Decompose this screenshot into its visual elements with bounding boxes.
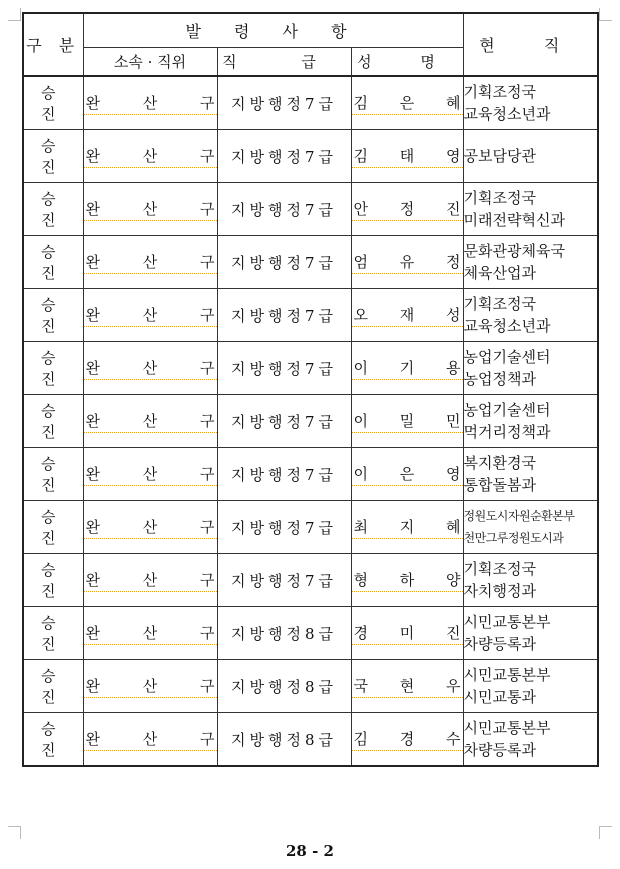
row-rank: 지방행정7급 xyxy=(217,183,351,236)
current-position-line: 먹거리정책과 xyxy=(463,423,551,441)
name-char: 진 xyxy=(446,199,461,218)
name-char: 우 xyxy=(446,676,461,695)
row-current-position xyxy=(463,501,598,554)
affiliation-char: 완 xyxy=(85,570,100,589)
table-row xyxy=(23,130,598,183)
row-name xyxy=(351,607,463,660)
header-affiliation: 소속 · 직위 xyxy=(83,48,217,77)
row-category: 승 진 xyxy=(23,660,83,713)
row-rank: 지방행정8급 xyxy=(217,713,351,767)
current-position-line: 체육산업과 xyxy=(463,264,536,282)
row-affiliation xyxy=(83,554,217,607)
row-affiliation xyxy=(83,713,217,767)
row-affiliation xyxy=(83,130,217,183)
row-name xyxy=(351,554,463,607)
affiliation-char: 구 xyxy=(200,676,215,695)
crop-mark-bottom-right xyxy=(599,826,612,839)
affiliation-char: 구 xyxy=(200,252,215,271)
affiliation-char: 구 xyxy=(200,199,215,218)
affiliation-char: 구 xyxy=(200,517,215,536)
affiliation-char: 산 xyxy=(142,358,158,377)
table-row xyxy=(23,289,598,342)
row-current-position xyxy=(463,713,598,767)
table-row xyxy=(23,607,598,660)
appointment-table xyxy=(22,12,599,767)
row-rank: 지방행정8급 xyxy=(217,660,351,713)
current-position-line: 미래전략혁신과 xyxy=(463,211,565,229)
current-position-line: 기획조정국 xyxy=(463,83,536,101)
current-position-line: 차량등록과 xyxy=(463,741,536,759)
row-category: 승 진 xyxy=(23,236,83,289)
current-position-line: 농업정책과 xyxy=(463,370,536,388)
affiliation-char: 산 xyxy=(142,305,158,324)
affiliation-char: 산 xyxy=(142,411,158,430)
affiliation-char: 구 xyxy=(200,305,215,324)
row-category: 승 진 xyxy=(23,183,83,236)
name-char: 미 xyxy=(399,623,415,642)
affiliation-char: 산 xyxy=(142,199,158,218)
row-rank: 지방행정7급 xyxy=(217,501,351,554)
row-current-position xyxy=(463,607,598,660)
affiliation-char: 산 xyxy=(142,623,158,642)
table-row xyxy=(23,713,598,767)
current-position-line: 복지환경국 xyxy=(463,454,536,472)
current-position-line: 자치행정과 xyxy=(463,582,536,600)
current-position-line: 정원도시자원순환본부 xyxy=(463,509,575,523)
row-affiliation xyxy=(83,76,217,130)
row-rank: 지방행정8급 xyxy=(217,607,351,660)
row-current-position xyxy=(463,289,598,342)
affiliation-char: 완 xyxy=(85,729,100,748)
row-current-position xyxy=(463,236,598,289)
row-affiliation xyxy=(83,660,217,713)
header-name: 성 명 xyxy=(351,48,463,77)
affiliation-char: 산 xyxy=(142,729,158,748)
name-char: 민 xyxy=(446,411,461,430)
crop-mark-bottom-left xyxy=(8,826,21,839)
affiliation-char: 완 xyxy=(85,146,100,165)
row-name xyxy=(351,395,463,448)
row-rank: 지방행정7급 xyxy=(217,236,351,289)
row-current-position xyxy=(463,130,598,183)
name-char: 진 xyxy=(446,623,461,642)
row-name xyxy=(351,76,463,130)
affiliation-char: 산 xyxy=(142,517,158,536)
name-char: 영 xyxy=(446,146,461,165)
name-char: 수 xyxy=(446,729,461,748)
table-row xyxy=(23,342,598,395)
affiliation-char: 구 xyxy=(200,729,215,748)
row-category: 승 진 xyxy=(23,76,83,130)
name-char: 안 xyxy=(353,199,368,218)
name-char: 형 xyxy=(353,570,368,589)
current-position-line: 농업기술센터 xyxy=(463,348,551,366)
affiliation-char: 완 xyxy=(85,411,100,430)
affiliation-char: 산 xyxy=(142,464,158,483)
header-category: 구 분 xyxy=(23,13,83,76)
name-char: 정 xyxy=(446,252,461,271)
crop-mark-top-right xyxy=(599,8,612,21)
affiliation-char: 완 xyxy=(85,517,100,536)
current-position-line: 시민교통본부 xyxy=(463,613,551,631)
affiliation-char: 완 xyxy=(85,93,100,112)
name-char: 은 xyxy=(399,464,415,483)
name-char: 최 xyxy=(353,517,368,536)
row-category: 승 진 xyxy=(23,713,83,767)
row-current-position xyxy=(463,342,598,395)
name-char: 용 xyxy=(446,358,461,377)
name-char: 재 xyxy=(399,305,415,324)
current-position-line: 교육청소년과 xyxy=(463,317,551,335)
current-position-line: 공보담당관 xyxy=(463,147,536,165)
affiliation-char: 완 xyxy=(85,676,100,695)
name-char: 양 xyxy=(446,570,461,589)
row-category: 승 진 xyxy=(23,289,83,342)
row-current-position xyxy=(463,183,598,236)
current-position-line: 기획조정국 xyxy=(463,295,536,313)
name-char: 유 xyxy=(399,252,415,271)
table-row xyxy=(23,183,598,236)
table-row xyxy=(23,395,598,448)
row-rank: 지방행정7급 xyxy=(217,554,351,607)
header-appointment-group: 발 령 사 항 xyxy=(83,13,463,48)
affiliation-char: 구 xyxy=(200,93,215,112)
table-row xyxy=(23,76,598,130)
row-name xyxy=(351,713,463,767)
row-affiliation xyxy=(83,501,217,554)
name-char: 영 xyxy=(446,464,461,483)
name-char: 엄 xyxy=(353,252,368,271)
row-category: 승 진 xyxy=(23,130,83,183)
row-rank: 지방행정7급 xyxy=(217,76,351,130)
current-position-line: 농업기술센터 xyxy=(463,401,551,419)
affiliation-char: 구 xyxy=(200,411,215,430)
row-affiliation xyxy=(83,183,217,236)
table-row xyxy=(23,236,598,289)
current-position-line: 시민교통본부 xyxy=(463,719,551,737)
name-char: 이 xyxy=(353,464,368,483)
affiliation-char: 완 xyxy=(85,358,100,377)
current-position-line: 교육청소년과 xyxy=(463,105,551,123)
crop-mark-top-left xyxy=(8,8,21,21)
current-position-line: 통합돌봄과 xyxy=(463,476,536,494)
row-rank: 지방행정7급 xyxy=(217,130,351,183)
row-name xyxy=(351,501,463,554)
name-char: 태 xyxy=(399,146,415,165)
name-char: 혜 xyxy=(446,517,461,536)
affiliation-char: 산 xyxy=(142,93,158,112)
row-rank: 지방행정7급 xyxy=(217,448,351,501)
name-char: 밀 xyxy=(399,411,415,430)
affiliation-char: 구 xyxy=(200,570,215,589)
name-char: 김 xyxy=(353,93,368,112)
name-char: 은 xyxy=(399,93,415,112)
row-current-position xyxy=(463,554,598,607)
table-row xyxy=(23,448,598,501)
row-affiliation xyxy=(83,342,217,395)
row-current-position xyxy=(463,660,598,713)
current-position-line: 차량등록과 xyxy=(463,635,536,653)
name-char: 기 xyxy=(399,358,415,377)
affiliation-char: 구 xyxy=(200,623,215,642)
name-char: 혜 xyxy=(446,93,461,112)
header-rank: 직 급 xyxy=(217,48,351,77)
affiliation-char: 완 xyxy=(85,305,100,324)
name-char: 오 xyxy=(353,305,368,324)
row-category: 승 진 xyxy=(23,607,83,660)
name-char: 이 xyxy=(353,358,368,377)
name-char: 지 xyxy=(399,517,415,536)
current-position-line: 문화관광체육국 xyxy=(463,242,565,260)
affiliation-char: 산 xyxy=(142,676,158,695)
row-category: 승 진 xyxy=(23,395,83,448)
row-affiliation xyxy=(83,395,217,448)
affiliation-char: 구 xyxy=(200,464,215,483)
affiliation-char: 산 xyxy=(142,252,158,271)
affiliation-char: 완 xyxy=(85,252,100,271)
affiliation-char: 산 xyxy=(142,146,158,165)
name-char: 현 xyxy=(399,676,415,695)
row-affiliation xyxy=(83,448,217,501)
row-rank: 지방행정7급 xyxy=(217,289,351,342)
name-char: 국 xyxy=(353,676,368,695)
row-name xyxy=(351,289,463,342)
row-name xyxy=(351,342,463,395)
row-current-position xyxy=(463,76,598,130)
row-affiliation xyxy=(83,236,217,289)
current-position-line: 기획조정국 xyxy=(463,189,536,207)
current-position-line: 기획조정국 xyxy=(463,560,536,578)
name-char: 김 xyxy=(353,729,368,748)
affiliation-char: 구 xyxy=(200,358,215,377)
row-affiliation xyxy=(83,289,217,342)
row-current-position xyxy=(463,395,598,448)
row-category: 승 진 xyxy=(23,554,83,607)
affiliation-char: 구 xyxy=(200,146,215,165)
name-char: 하 xyxy=(399,570,415,589)
name-char: 이 xyxy=(353,411,368,430)
current-position-line: 천만그루정원도시과 xyxy=(463,531,564,545)
table-row xyxy=(23,554,598,607)
row-name xyxy=(351,183,463,236)
affiliation-char: 완 xyxy=(85,464,100,483)
row-name xyxy=(351,130,463,183)
affiliation-char: 완 xyxy=(85,623,100,642)
row-name xyxy=(351,236,463,289)
row-name xyxy=(351,660,463,713)
current-position-line: 시민교통본부 xyxy=(463,666,551,684)
current-position-line: 시민교통과 xyxy=(463,688,536,706)
affiliation-char: 산 xyxy=(142,570,158,589)
header-current-position: 현 직 xyxy=(463,13,598,76)
name-char: 김 xyxy=(353,146,368,165)
row-name xyxy=(351,448,463,501)
name-char: 경 xyxy=(399,729,415,748)
row-current-position xyxy=(463,448,598,501)
row-category: 승 진 xyxy=(23,448,83,501)
name-char: 성 xyxy=(446,305,461,324)
row-category: 승 진 xyxy=(23,342,83,395)
row-affiliation xyxy=(83,607,217,660)
name-char: 경 xyxy=(353,623,368,642)
row-rank: 지방행정7급 xyxy=(217,342,351,395)
name-char: 정 xyxy=(399,199,415,218)
page-number: 28 - 2 xyxy=(286,842,334,860)
table-row xyxy=(23,501,598,554)
row-rank: 지방행정7급 xyxy=(217,395,351,448)
table-row xyxy=(23,660,598,713)
affiliation-char: 완 xyxy=(85,199,100,218)
row-category: 승 진 xyxy=(23,501,83,554)
